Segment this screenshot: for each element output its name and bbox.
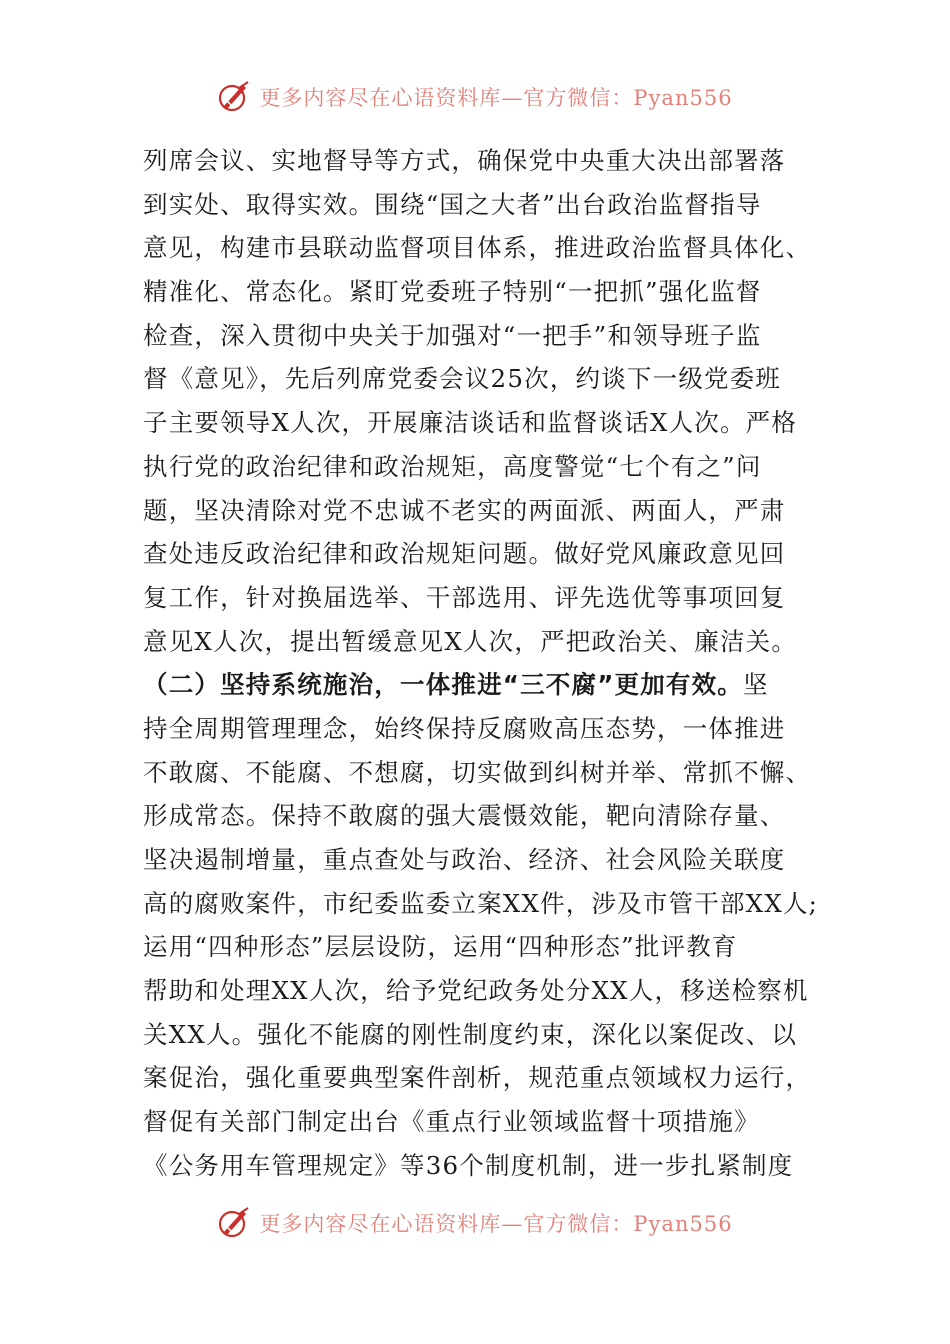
- text-line: 《公务用车管理规定》等36个制度机制，进一步扎紧制度: [143, 1150, 794, 1180]
- footer-watermark-text: 更多内容尽在心语资料库—官方微信：Pyan556: [259, 1212, 733, 1236]
- text-line: 督《意见》，先后列席党委会议25次，约谈下一级党委班: [143, 364, 782, 394]
- text-line: 高的腐败案件，市纪委监委立案XX件，涉及市管干部XX人;: [143, 888, 819, 918]
- document-body: [143, 139, 823, 1188]
- text-line: 检查，深入贯彻中央关于加强对“一把手”和领导班子监: [143, 320, 762, 350]
- footer-watermark-banner: [0, 1206, 950, 1250]
- header-watermark-text: 更多内容尽在心语资料库—官方微信：Pyan556: [259, 86, 733, 110]
- text-line: 关XX人。强化不能腐的刚性制度约束，深化以案促改、以: [143, 1019, 798, 1049]
- text-line: 意见X人次，提出暂缓意见X人次，严把政治关、廉洁关。: [143, 626, 798, 656]
- text-line: 到实处、取得实效。围绕“国之大者”出台政治监督指导: [143, 189, 762, 219]
- text-line: 执行党的政治纪律和政治规矩，高度警觉“七个有之”问: [143, 451, 762, 481]
- text-line: 题，坚决清除对党不忠诚不老实的两面派、两面人，严肃: [143, 495, 786, 525]
- header-watermark-banner: [0, 80, 950, 124]
- text-line: 督促有关部门制定出台《重点行业领域监督十项措施》: [143, 1107, 760, 1137]
- text-line: 持全周期管理理念，始终保持反腐败高压态势，一体推进: [143, 713, 786, 743]
- text-line: 案促治，强化重要典型案件剖析，规范重点领域权力运行，: [143, 1063, 812, 1093]
- section-heading: （二）坚持系统施治，一体推进“三不腐”更加有效。: [143, 670, 744, 700]
- text-line: 意见，构建市县联动监督项目体系，推进政治监督具体化、: [143, 233, 812, 263]
- text-line: 子主要领导X人次，开展廉洁谈话和监督谈话X人次。严格: [143, 408, 798, 438]
- text-line: 精准化、常态化。紧盯党委班子特别“一把抓”强化监督: [143, 277, 762, 307]
- text-line: 不敢腐、不能腐、不想腐，切实做到纠树并举、常抓不懈、: [143, 757, 812, 787]
- text-line: 列席会议、实地督导等方式，确保党中央重大决出部署落: [143, 146, 786, 175]
- text-line: 帮助和处理XX人次，给予党纪政务处分XX人，移送检察机: [143, 976, 809, 1006]
- text-line: 坚决遏制增量，重点查处与政治、经济、社会风险关联度: [143, 845, 786, 874]
- text-line: 复工作，针对换届选举、干部选用、评先选优等事项回复: [143, 582, 786, 612]
- text-line: 查处违反政治纪律和政治规矩问题。做好党风廉政意见回: [143, 539, 786, 569]
- text-line: 形成常态。保持不敢腐的强大震慑效能，靶向清除存量、: [143, 801, 786, 831]
- quill-logo-icon: [217, 80, 251, 114]
- text-line: 运用“四种形态”层层设防，运用“四种形态”批评教育: [143, 932, 738, 962]
- heading-continuation: 坚: [743, 670, 769, 700]
- section-heading-line: [143, 663, 823, 707]
- quill-logo-icon: [217, 1206, 251, 1240]
